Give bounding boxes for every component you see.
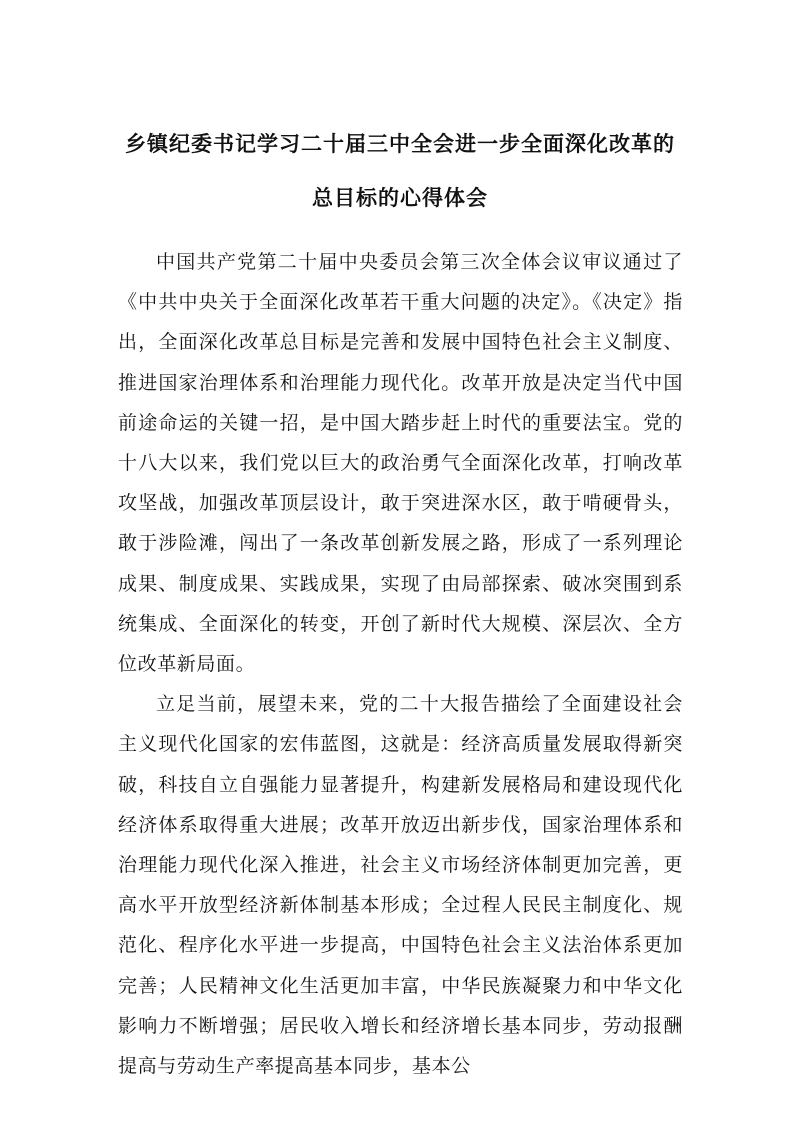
body-paragraph-2: 立足当前，展望未来，党的二十大报告描绘了全面建设社会主义现代化国家的宏伟蓝图，这就是：经济高质量发展取得新突破，科技自立自强能力显著提升，构建新发展格局和建设现代化经济体系取得重大进展；改革开放迈出新步伐，国家治理体系和治理能力现代化深入推进，社会主义市场经济体制更加完善，更高水平开放型经济新体制基本形成；全过程人民民主制度化、规范化、程序化水平进一步提高，中国特色社会主义法治体系更加完善；人民精神文化生活更加丰富，中华民族凝聚力和中华文化影响力不断增强；居民收入增长和经济增长基本同步，劳动报酬提高与劳动生产率提高基本同步，基本公 bbox=[118, 693, 683, 1078]
document-title-line-2: 总目标的心得体会 bbox=[312, 186, 488, 210]
document-title-line-1: 乡镇纪委书记学习二十届三中全会进一步全面深化改革的 bbox=[125, 132, 675, 156]
document-body bbox=[118, 242, 683, 1086]
body-paragraph-1: 中国共产党第二十届中央委员会第三次全体会议审议通过了《中共中央关于全面深化改革若干重大问题的决定》。《决定》指出，全面深化改革总目标是完善和发展中国特色社会主义制度、推进国家治理体系和治理能力现代化。改革开放是决定当代中国前途命运的关键一招，是中国大踏步赶上时代的重要法宝。党的十八大以来，我们党以巨大的政治勇气全面深化改革，打响改革攻坚战，加强改革顶层设计，敢于突进深水区，敢于啃硬骨头，敢于涉险滩，闯出了一条改革创新发展之路，形成了一系列理论成果、制度成果、实践成果，实现了由局部探索、破冰突围到系统集成、全面深化的转变，开创了新时代大规模、深层次、全方位改革新局面。 bbox=[118, 251, 683, 676]
